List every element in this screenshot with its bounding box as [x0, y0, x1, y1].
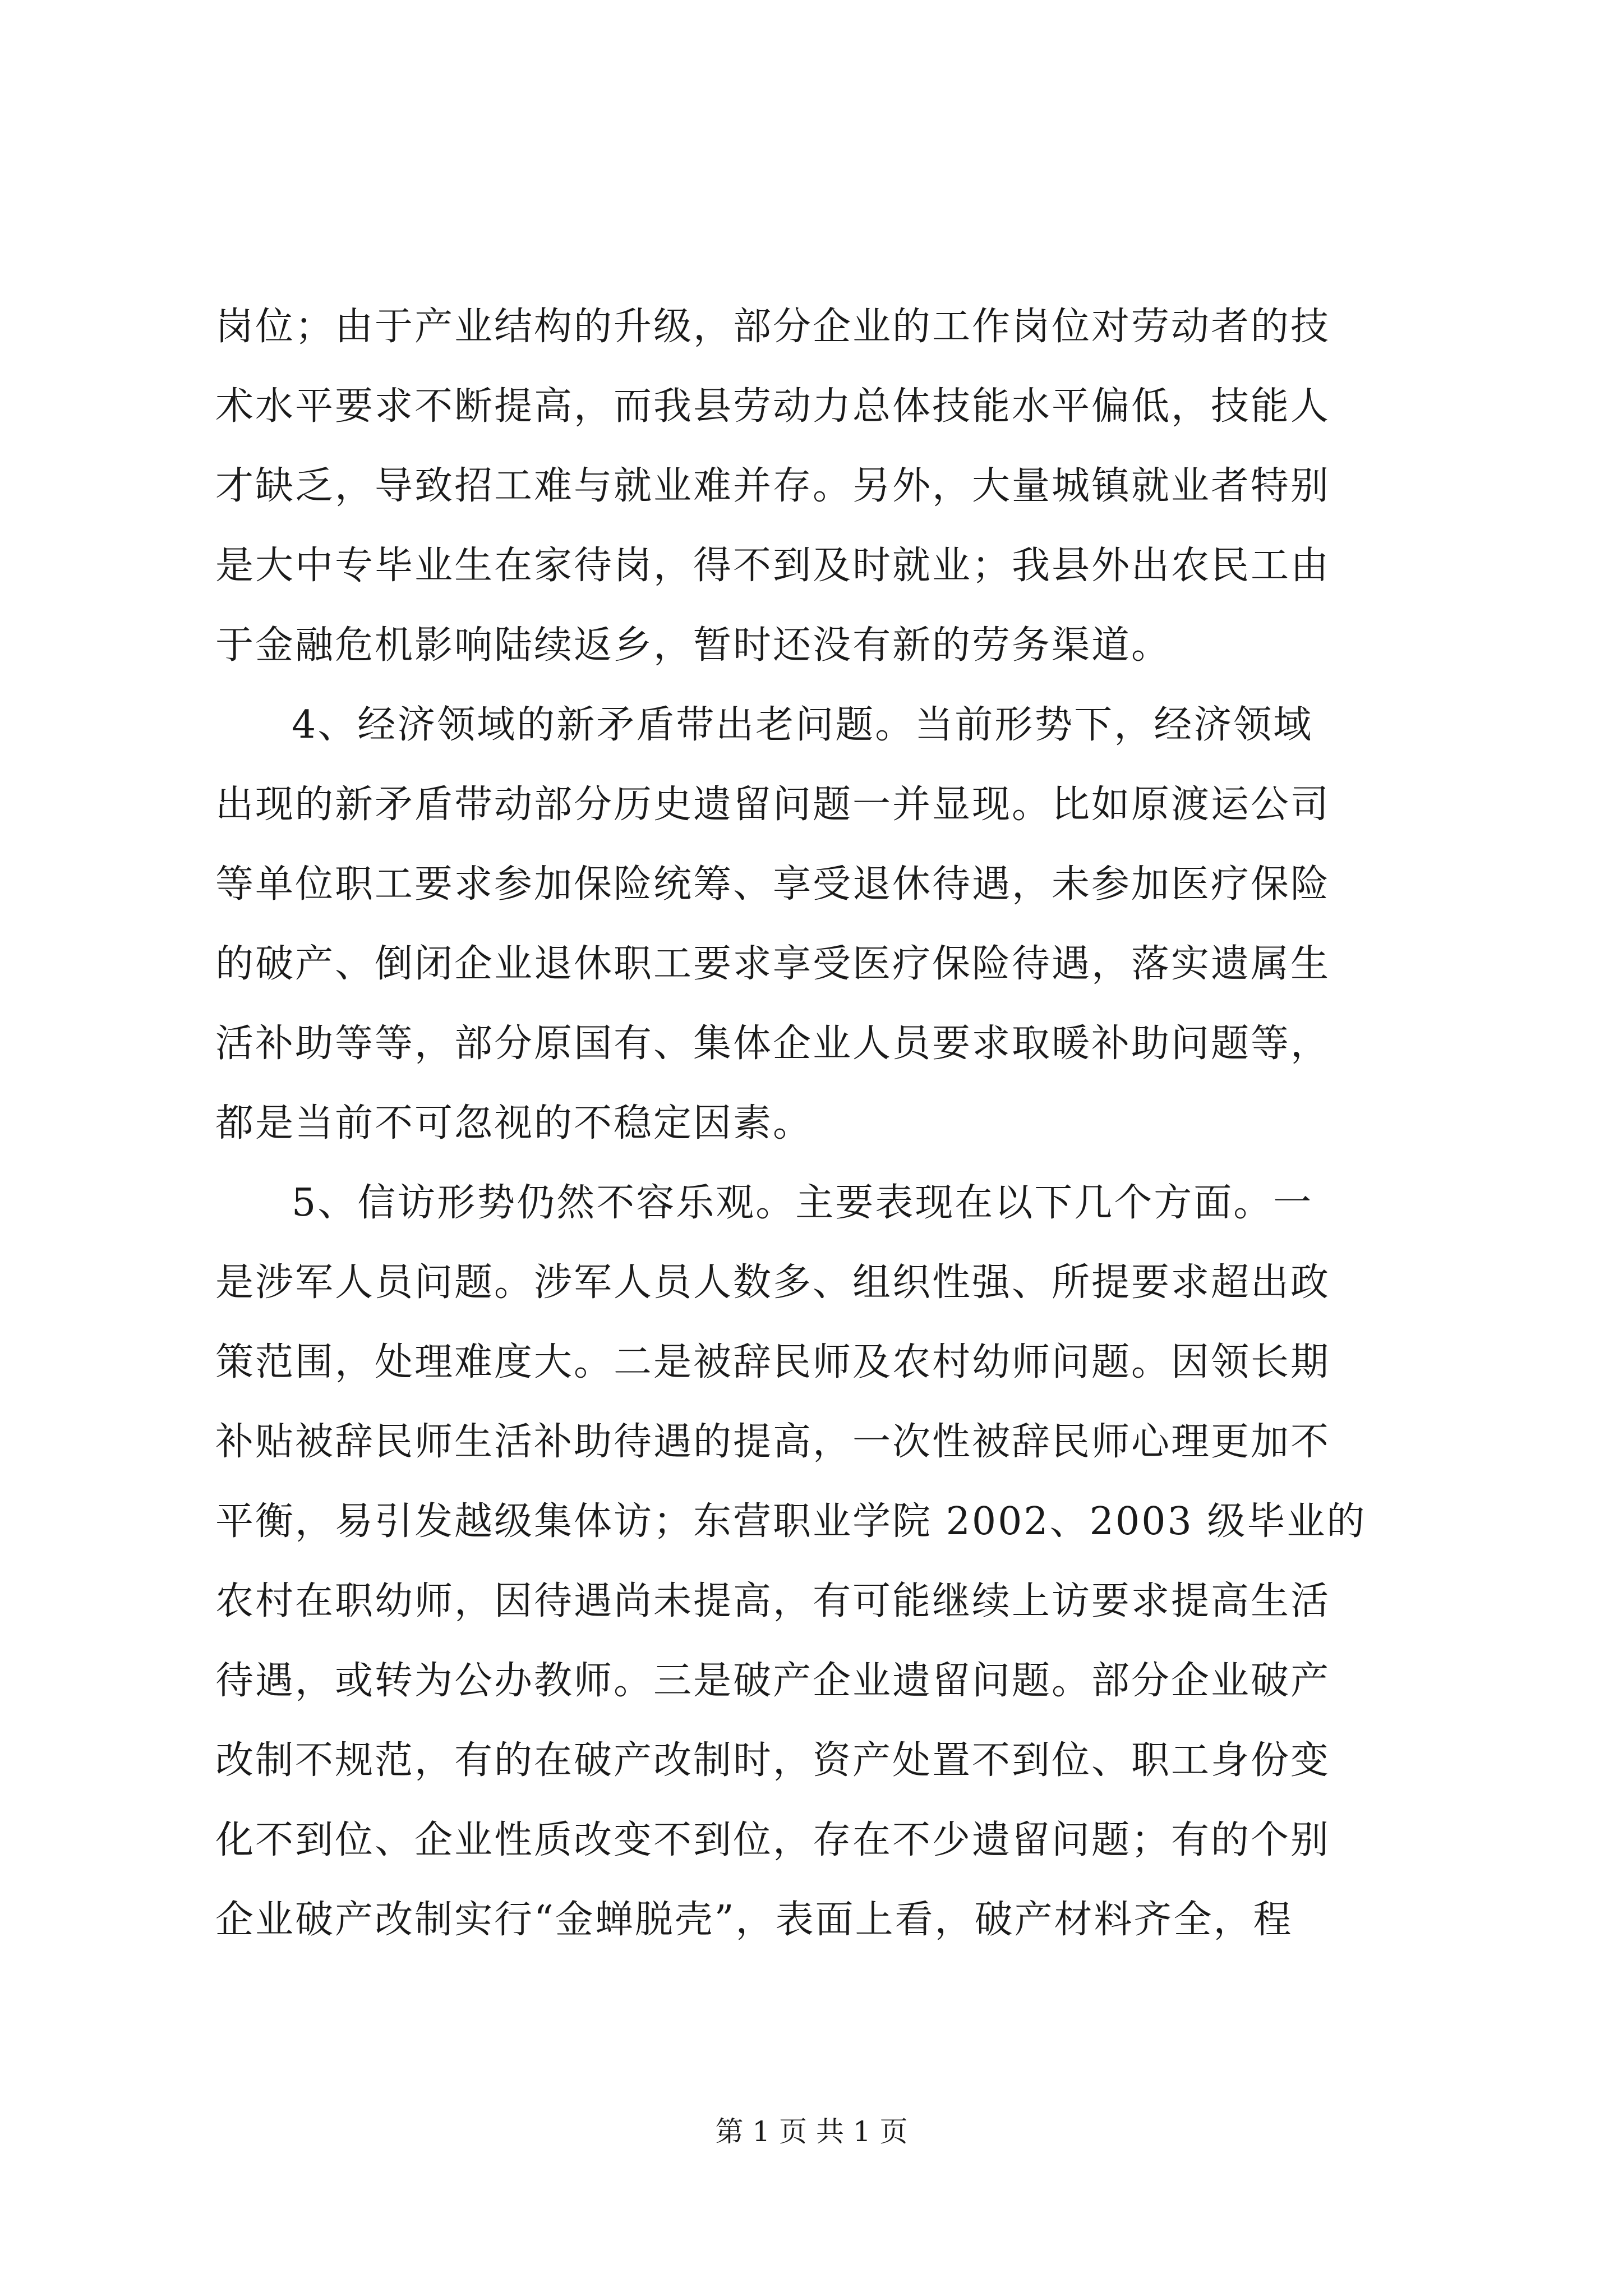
body-text [215, 287, 1409, 1960]
text-line: 化不到位、企业性质改变不到位，存在不少遗留问题；有的个别 [215, 1818, 1331, 1862]
text-line: 术水平要求不断提高，而我县劳动力总体技能水平偏低，技能人 [215, 384, 1331, 429]
text-line: 补贴被辞民师生活补助待遇的提高，一次性被辞民师心理更加不 [215, 1420, 1331, 1464]
text-line: 的破产、倒闭企业退休职工要求享受医疗保险待遇，落实遗属生 [215, 942, 1331, 986]
text-line: 活补助等等，部分原国有、集体企业人员要求取暖补助问题等， [215, 1022, 1331, 1066]
text-line: 岗位；由于产业结构的升级，部分企业的工作岗位对劳动者的技 [215, 305, 1331, 349]
text-line: 4、经济领域的新矛盾带出老问题。当前形势下，经济领域 [292, 703, 1313, 747]
text-line: 农村在职幼师，因待遇尚未提高，有可能继续上访要求提高生活 [215, 1579, 1331, 1623]
text-line: 是涉军人员问题。涉军人员人数多、组织性强、所提要求超出政 [215, 1260, 1331, 1305]
text-line: 都是当前不可忽视的不稳定因素。 [215, 1101, 813, 1145]
text-line: 于金融危机影响陆续返乡，暂时还没有新的劳务渠道。 [215, 623, 1172, 668]
text-line: 企业破产改制实行“金蝉脱壳”，表面上看，破产材料齐全，程 [215, 1898, 1293, 1942]
text-line: 策范围，处理难度大。二是被辞民师及农村幼师问题。因领长期 [215, 1340, 1331, 1384]
text-line: 出现的新矛盾带动部分历史遗留问题一并显现。比如原渡运公司 [215, 783, 1331, 827]
text-line: 5、信访形势仍然不容乐观。主要表现在以下几个方面。一 [292, 1181, 1313, 1225]
text-line: 平衡，易引发越级集体访；东营职业学院 2002、2003 级毕业的 [215, 1499, 1367, 1544]
text-line: 是大中专毕业生在家待岗，得不到及时就业；我县外出农民工由 [215, 544, 1331, 588]
text-line: 待遇，或转为公办教师。三是破产企业遗留问题。部分企业破产 [215, 1659, 1331, 1703]
text-line: 改制不规范，有的在破产改制时，资产处置不到位、职工身份变 [215, 1738, 1331, 1783]
page-footer: 第 1 页 共 1 页 [715, 2115, 908, 2148]
text-line: 等单位职工要求参加保险统筹、享受退休待遇，未参加医疗保险 [215, 862, 1331, 907]
text-line: 才缺乏，导致招工难与就业难并存。另外，大量城镇就业者特别 [215, 464, 1331, 508]
